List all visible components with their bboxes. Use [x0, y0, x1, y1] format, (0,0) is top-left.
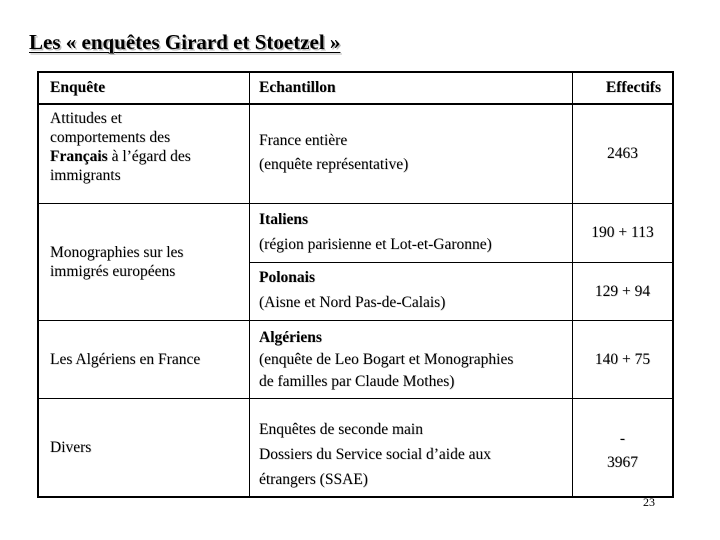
header-enquete: Enquête — [50, 79, 106, 96]
attitudes-effectifs: 2463 — [607, 145, 638, 162]
slide-title: Les « enquêtes Girard et Stoetzel » — [29, 30, 341, 54]
header-echantillon: Echantillon — [259, 79, 336, 96]
column-divider — [249, 73, 250, 496]
algeriens-echantillon: Algériens (enquête de Leo Bogart et Monographies de familles par Claude Mothes) — [259, 329, 514, 390]
attitudes-echantillon: France entière (enquête représentative) — [259, 132, 409, 173]
divers-enquete: Divers — [50, 439, 92, 456]
monographies-enquete: Monographies sur les immigrés européens — [50, 244, 184, 280]
polonais-echantillon: Polonais (Aisne et Nord Pas-de-Calais) — [259, 269, 446, 311]
italiens-effectifs: 190 + 113 — [591, 224, 654, 241]
polonais-effectifs: 129 + 94 — [594, 282, 651, 300]
attitudes-enquete: Attitudes et comportements des Français à l’égard des immigrants — [50, 110, 191, 184]
header-effectifs: Effectifs — [605, 79, 661, 96]
algeriens-enquete: Les Algériens en France — [50, 351, 201, 368]
page-number: 23 — [643, 495, 655, 509]
divers-effectifs: - 3967 — [607, 430, 638, 471]
algeriens-effectifs: 140 + 75 — [594, 350, 651, 368]
divers-echantillon: Enquêtes de seconde main Dossiers du Service social d’aide aux étrangers (SSAE) — [259, 421, 492, 488]
italiens-echantillon: Italiens (région parisienne et Lot-et-Garonne) — [259, 211, 492, 253]
survey-table — [37, 71, 674, 498]
